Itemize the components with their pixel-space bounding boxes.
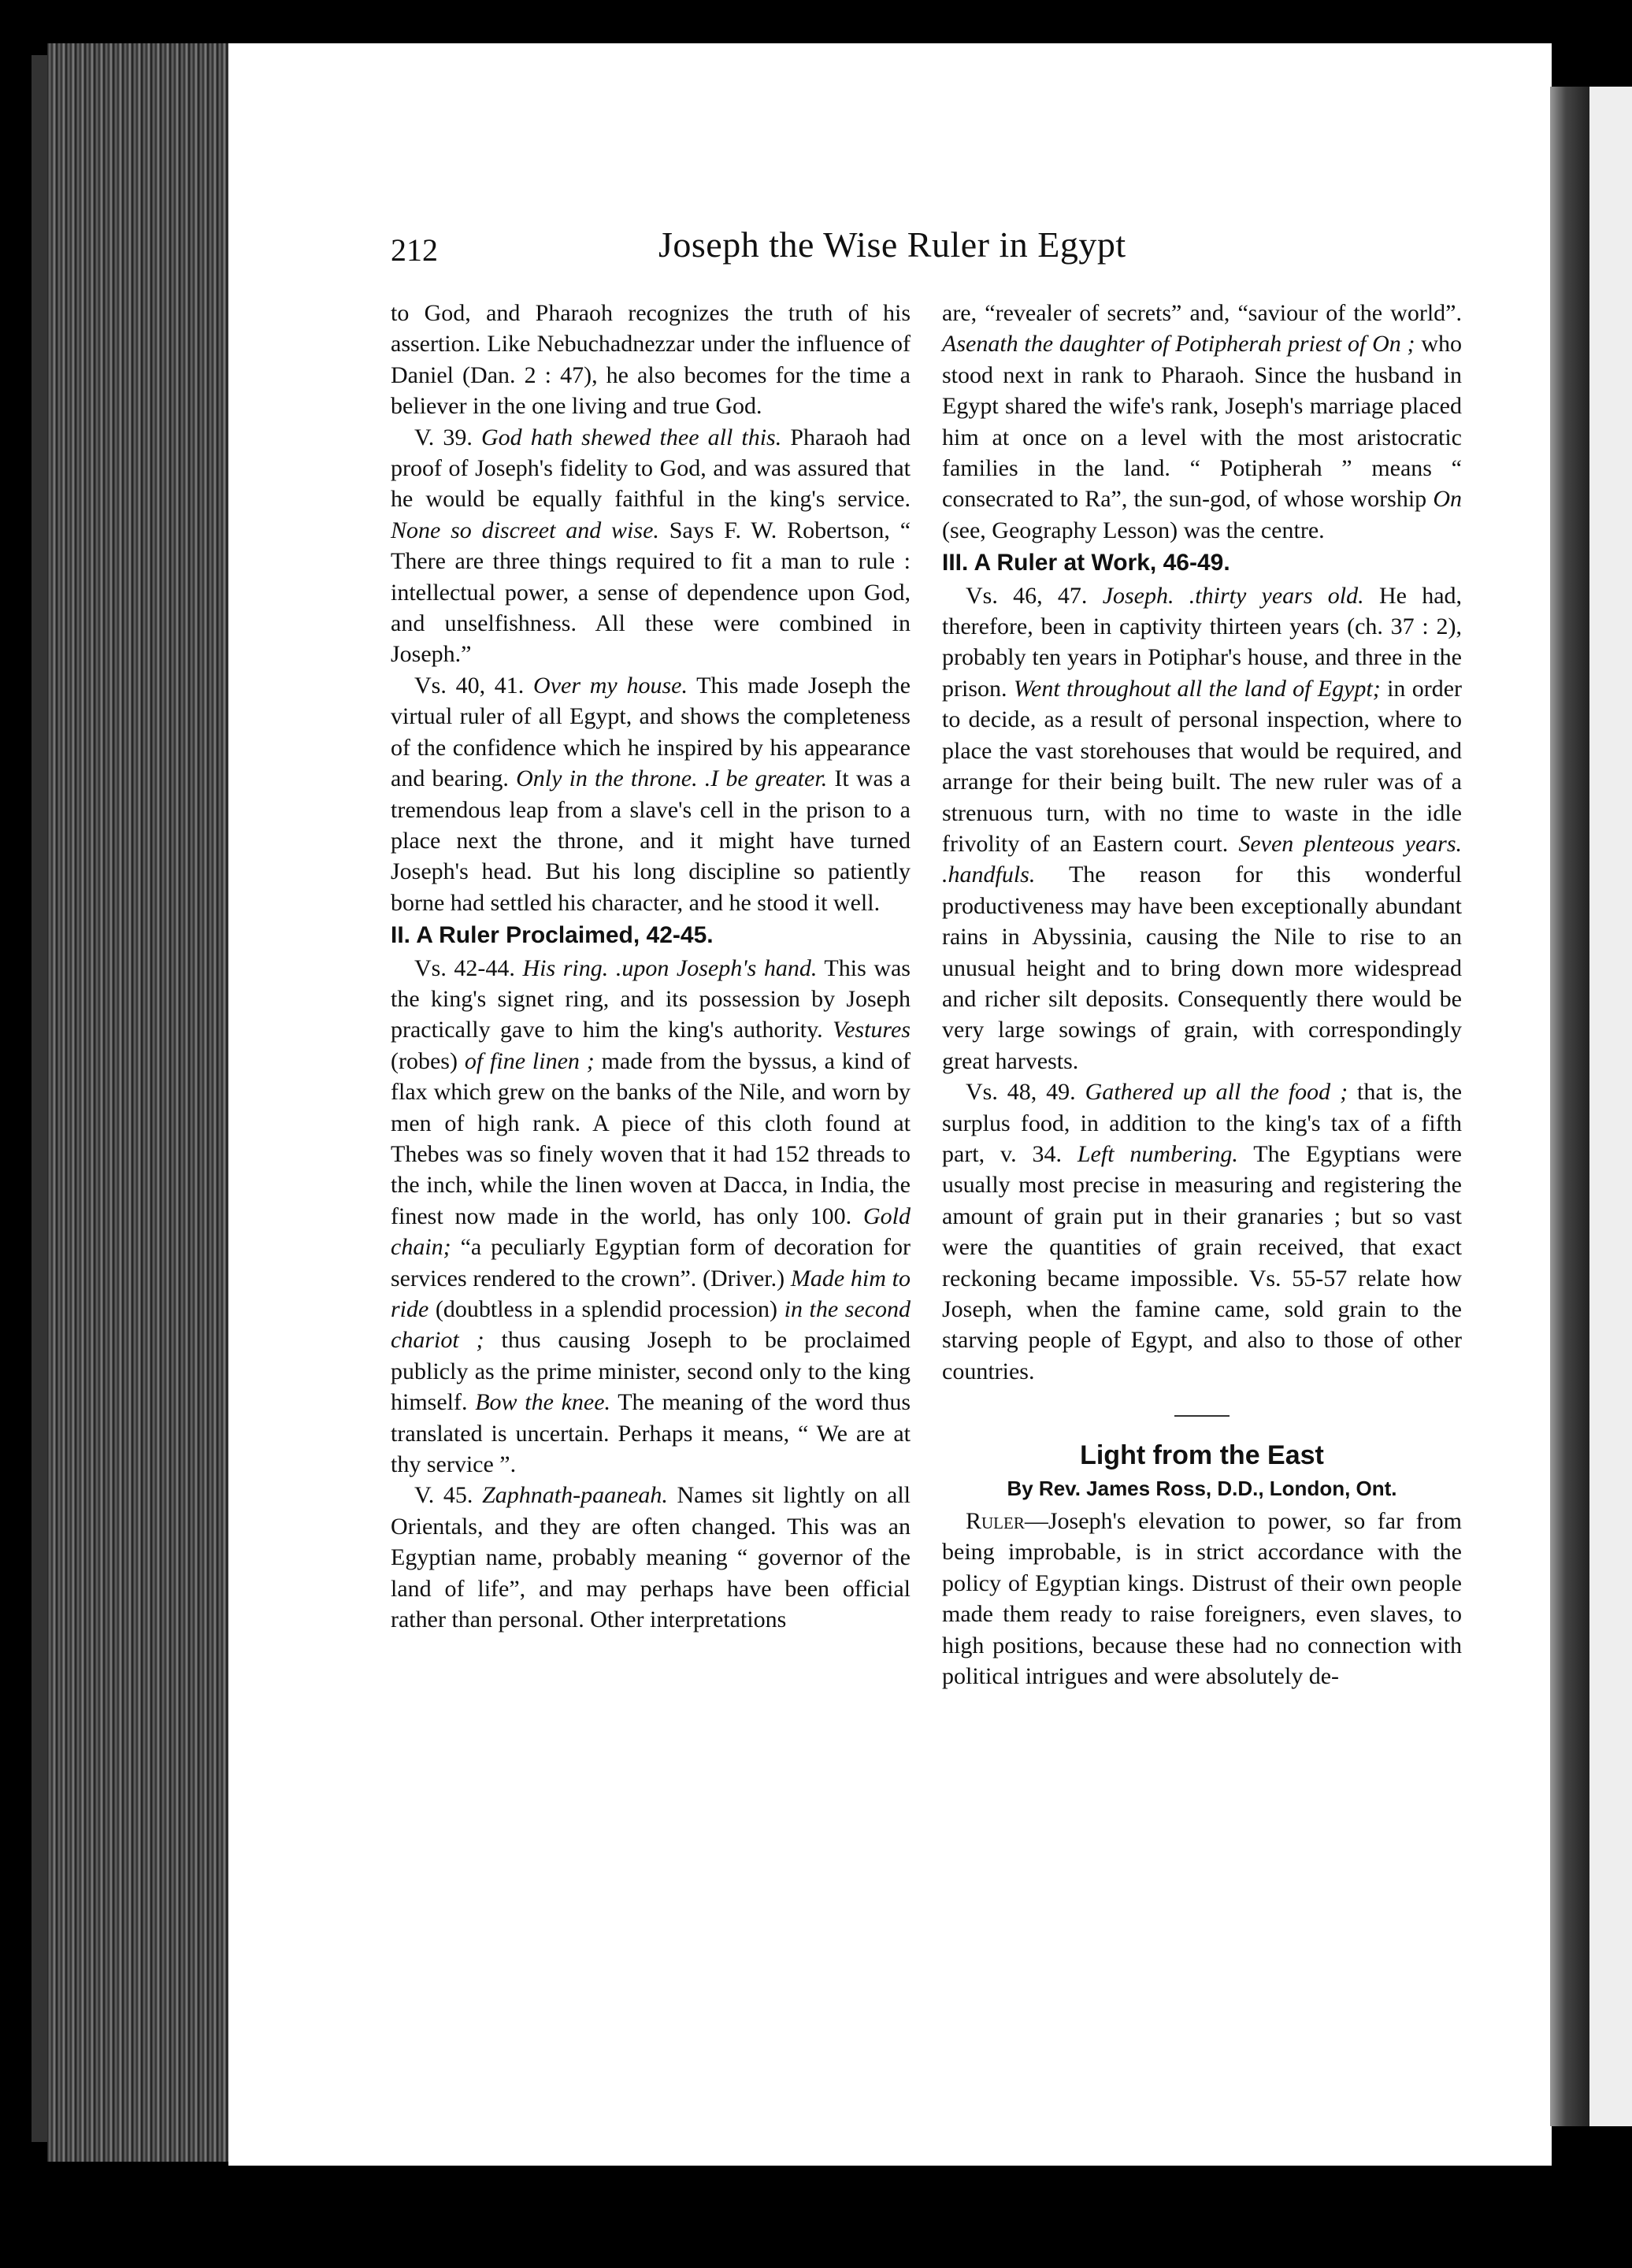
paragraph-text: (doubtless in a splendid procession) <box>435 1296 778 1322</box>
paragraph <box>391 422 911 670</box>
paragraph <box>391 1480 911 1635</box>
page-number: 212 <box>391 232 438 268</box>
paragraph <box>942 298 1462 546</box>
verse-quote: His ring. .upon Joseph's hand. <box>522 954 818 981</box>
paragraph-text: It was a tremendous leap from a slave's cell in the prison to a place next the throne, and it might have turned Joseph's head. But his long discipline so patiently borne had settled his character, and he stood it well. <box>391 765 911 916</box>
paragraph-text: are, “revealer of secrets” and, “saviour of the world”. <box>942 300 1462 326</box>
verse-quote: of fine linen ; <box>464 1047 595 1074</box>
verse-quote: Asenath the daughter of Potipherah priest of On ; <box>942 331 1415 358</box>
page-edges <box>47 43 236 2162</box>
verse-quote: Joseph. .thirty years old. <box>1102 582 1364 609</box>
paragraph-text: “a peculiarly Egyptian form of decoration for services rendered to the crown”. (Driver.) <box>391 1234 911 1292</box>
verse-ref: Vs. 48, 49. <box>966 1079 1076 1106</box>
verse-quote: Bow the knee. <box>475 1389 611 1416</box>
verse-ref: Vs. 42-44. <box>414 954 515 981</box>
paragraph-text: Pharaoh had proof of Joseph's fidelity to God, and was assured that he would be equally faithful in the king's service. <box>391 424 911 513</box>
right-column <box>942 298 1462 1692</box>
paragraph-text: —Joseph's elevation to power, so far from being improbable, is in strict accordance with the policy of Egyptian kings. Distrust of their own people made them ready to raise foreigners, even slaves, to high positions, because these had no connection with political intrigues and were absolutely de- <box>942 1508 1462 1690</box>
verse-ref: Vs. 46, 47. <box>966 582 1088 609</box>
paragraph-text: Says F. W. Robertson, “ There are three things required to fit a man to rule : intellectual power, a sense of dependence upon God, and unselfishness. All these were combined in Joseph.” <box>391 517 911 668</box>
byline: By Rev. James Ross, D.D., London, Ont. <box>1007 1476 1397 1500</box>
facing-page <box>1589 87 1632 2126</box>
paragraph-text: Names sit lightly on all Orientals, and they are often changed. This was an Egyptian name, probably meaning “ governor of the land of life”, and may perhaps have been official rather than personal. Other interpretations <box>391 1482 911 1633</box>
divider <box>1174 1415 1230 1417</box>
verse-quote: Over my house. <box>533 672 688 699</box>
paragraph-text: thus causing Joseph to be proclaimed publicly as the prime minister, second only to the king himself. <box>391 1327 911 1416</box>
verse-quote: Seven plenteous years. .handfuls. <box>942 830 1462 888</box>
section-heading: III. A Ruler at Work, 46-49. <box>942 550 1230 576</box>
verse-ref: V. 45. <box>414 1482 473 1509</box>
paragraph-text: The reason for this wonderful productiveness may have been exceptionally abundant rains in Abyssinia, causing the Nile to rise to an unusual height and to bring down more widespread and richer silt deposits. Consequently there would be very large sowings of grain, with correspondingly great harvests. <box>942 862 1462 1074</box>
verse-quote: Gathered up all the food ; <box>1085 1079 1348 1106</box>
paragraph <box>942 1506 1462 1692</box>
verse-quote: None so discreet and wise. <box>391 517 659 543</box>
verse-quote: Went throughout all the land of Egypt; <box>1013 675 1381 702</box>
paragraph <box>391 298 911 422</box>
paragraph-text: He had, therefore, been in captivity thirteen years (ch. 37 : 2), probably ten years in Potiphar's house, and three in the prison. <box>942 582 1463 702</box>
paragraph-text: who stood next in rank to Pharaoh. Since the husband in Egypt shared the wife's rank, Joseph's marriage placed him at once on a level with the most aristocratic families in the land. “ Potipherah ” means “ consecrated to Ra”, the sun-god, of whose worship <box>942 331 1463 513</box>
paragraph <box>391 670 911 918</box>
running-head <box>391 224 1186 279</box>
paragraph-text: in order to decide, as a result of personal inspection, where to place the vast storehouses that would be required, and arrange for their being built. The new ruler was of a strenuous turn, with no time to waste in the idle frivolity of an Eastern court. <box>942 675 1463 857</box>
paragraph-text: made from the byssus, a kind of flax which grew on the banks of the Nile, and worn by men of high rank. A piece of this cloth found at Thebes was so finely woven that it had 152 threads to the inch, while the linen woven at Dacca, in India, the finest now made in the world, has only 100. <box>391 1047 911 1229</box>
paragraph-text: This made Joseph the virtual ruler of all Egypt, and shows the completeness of the confidence which he inspired by his appearance and bearing. <box>391 672 911 792</box>
paragraph-text: The Egyptians were usually most precise in measuring and registering the amount of grain put in their granaries ; but so vast were the quantities of grain received, that exact reckoning became impossible. Vs. 55-57 relate how Joseph, when the famine came, sold grain to the starving people of Egypt, and also to those of other countries. <box>942 1140 1462 1384</box>
verse-ref: Vs. 40, 41. <box>414 672 525 699</box>
paragraph <box>942 1077 1462 1387</box>
verse-quote: Zaphnath-paaneah. <box>482 1482 668 1509</box>
verse-quote: God hath shewed thee all this. <box>480 424 782 450</box>
article-title: Light from the East <box>1080 1440 1324 1471</box>
verse-quote: Made him to ride <box>391 1265 911 1322</box>
verse-quote: in the second chariot ; <box>391 1296 911 1354</box>
verse-quote: Only in the throne. .I be greater. <box>516 765 828 792</box>
left-column <box>391 298 911 1635</box>
paragraph <box>942 580 1462 1077</box>
verse-quote: Gold chain; <box>391 1203 911 1261</box>
lead-word: Ruler <box>966 1508 1025 1535</box>
paragraph-text: (robes) <box>391 1047 458 1074</box>
verse-ref: V. 39. <box>414 424 473 450</box>
paragraph-text: to God, and Pharaoh recognizes the truth of his assertion. Like Nebuchadnezzar under the influence of Daniel (Dan. 2 : 47), he also becomes for the time a believer in the one living and true God. <box>391 300 911 420</box>
section-heading: II. A Ruler Proclaimed, 42-45. <box>391 922 714 949</box>
page-title: Joseph the Wise Ruler in Egypt <box>658 224 1126 265</box>
right-page-edge <box>1550 87 1589 2126</box>
verse-quote: On <box>1433 486 1463 513</box>
paragraph <box>391 953 911 1480</box>
paragraph-text: The meaning of the word thus translated is uncertain. Perhaps it means, “ We are at thy service ”. <box>391 1389 911 1478</box>
paragraph-text: This was the king's signet ring, and its possession by Joseph practically gave to him the king's authority. <box>391 954 911 1043</box>
verse-quote: Left numbering. <box>1077 1140 1238 1167</box>
paragraph-text: that is, the surplus food, in addition to the king's tax of a fifth part, v. 34. <box>942 1079 1463 1167</box>
verse-quote: Vestures <box>833 1017 911 1043</box>
paragraph-text: (see, Geography Lesson) was the centre. <box>942 517 1325 543</box>
